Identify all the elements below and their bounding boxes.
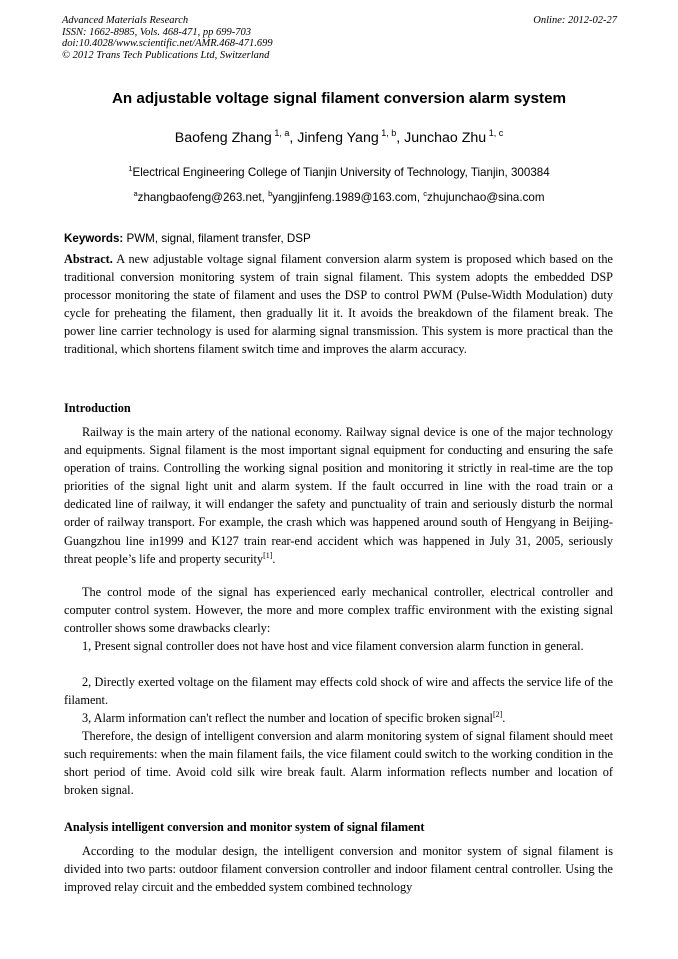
intro-paragraph-1: Railway is the main artery of the national economy. Railway signal device is one of the major technology and equipments. Signal filament is the most important signal equipment for conducting and ensuring the safe operation of trains. Controlling the working signal position and monitoring it strictly in real-time are the top priorities of the signal light unit and alarm system. If the fault occurred in line with the road train or a dedicated line of railway, it will endanger the safety and punctuality of train and seriously disturb the normal order of railway transport. For example, the crash which was happened around south of Hengyang in Beijing-Guangzhou line in1999 and K127 train rear-end accident which was happened in July 31, 2005, seriously threat people’s life and property security[1]. (64, 425, 613, 566)
affiliation-mark: 1 (128, 164, 133, 173)
abstract (64, 250, 613, 359)
author-affiliation-mark: 1, b (381, 128, 397, 138)
intro-paragraph-3: Therefore, the design of intelligent conversion and alarm monitoring system of signal filament should meet such requirements: when the main filament fails, the vice filament could switch to the working condition in the short period of time. Avoid cold silk wire break fault. Alarm information reflects number and location of broken signal. (64, 729, 613, 798)
email-list: $^a$zhangbaofeng@263.net, $^b$yangjinfeng.1989@163.com, $^c$zhujunchao@sina.com (133, 189, 545, 204)
affiliation-text: Electrical Engineering College of Tianjin University of Technology, Tianjin, 300384 (132, 166, 550, 179)
journal-name: Advanced Materials Research (62, 15, 189, 26)
author-name: Baofeng Zhang (174, 130, 272, 146)
email-link[interactable]: zhujunchao@sina.com (427, 191, 545, 204)
list-item-2: 2, Directly exerted voltage on the filament may effects cold shock of wire and affects the service life of the filament. (64, 675, 613, 708)
section-heading-introduction: Introduction (64, 401, 131, 415)
list-item-1: 1, Present signal controller does not have host and vice filament conversion alarm function in general. (82, 639, 584, 653)
section-heading-analysis: Analysis intelligent conversion and monitor system of signal filament (64, 820, 425, 834)
author-name: Jinfeng Yang (297, 130, 379, 146)
analysis-paragraph-1: According to the modular design, the intelligent conversion and monitor system of signal filament is divided into two parts: outdoor filament conversion controller and indoor filament central controller. Using the improved relay circuit and the embedded system combined technology (64, 844, 613, 895)
author-list: Baofeng Zhang $^{1, a}$, Jinfeng Yang $^{1, b}$, Junchao Zhu $^{1, c}$ (174, 128, 504, 146)
email-link[interactable]: zhangbaofeng@263.net (137, 191, 262, 204)
citation-ref[interactable]: [1] (263, 550, 273, 560)
keywords-text: PWM, signal, filament transfer, DSP (123, 232, 311, 245)
email-link[interactable]: yangjinfeng.1989@163.com (272, 191, 417, 204)
affiliation (0, 166, 678, 179)
author-affiliation-mark: 1, a (274, 128, 290, 138)
intro-paragraph-2: The control mode of the signal has experienced early mechanical controller, electrical controller and computer control system. However, the more and more complex traffic environment with the existing signal controller shows some drawbacks clearly: (64, 585, 613, 636)
online-date: Online: 2012-02-27 (533, 15, 617, 26)
keywords-label: Keywords: (64, 232, 124, 245)
citation-ref[interactable]: [2] (492, 710, 503, 719)
journal-header (62, 15, 617, 61)
issn-line: ISSN: 1662-8985, Vols. 468-471, pp 699-703 (62, 26, 251, 38)
abstract-label: Abstract. (64, 252, 113, 266)
author-affiliation-mark: 1, c (488, 128, 504, 138)
abstract-text: A new adjustable voltage signal filament conversion alarm system is proposed which based on the traditional conversion monitoring system of train signal filament. This system adopts the embedded DSP processor monitoring the state of filament and uses the DSP to control PWM (Pulse-Width Modulation) duty cycle for preheating the filament, then gradually lit it. It avoids the breakdown of the filament break. The power line carrier technology is used for alarming signal transmission. This system is more practical than the traditional, which shortens filament switch time and improves the alarm accuracy. (64, 252, 613, 357)
paper-title: An adjustable voltage signal filament conversion alarm system (111, 90, 567, 107)
keywords (64, 232, 613, 245)
copyright-line: © 2012 Trans Tech Publications Ltd, Switzerland (62, 49, 270, 61)
author-name: Junchao Zhu (404, 130, 487, 146)
list-item-3: 3, Alarm information can't reflect the number and location of specific broken signal[2]. (82, 710, 506, 725)
doi-line: doi:10.4028/www.scientific.net/AMR.468-471.699 (62, 38, 273, 50)
